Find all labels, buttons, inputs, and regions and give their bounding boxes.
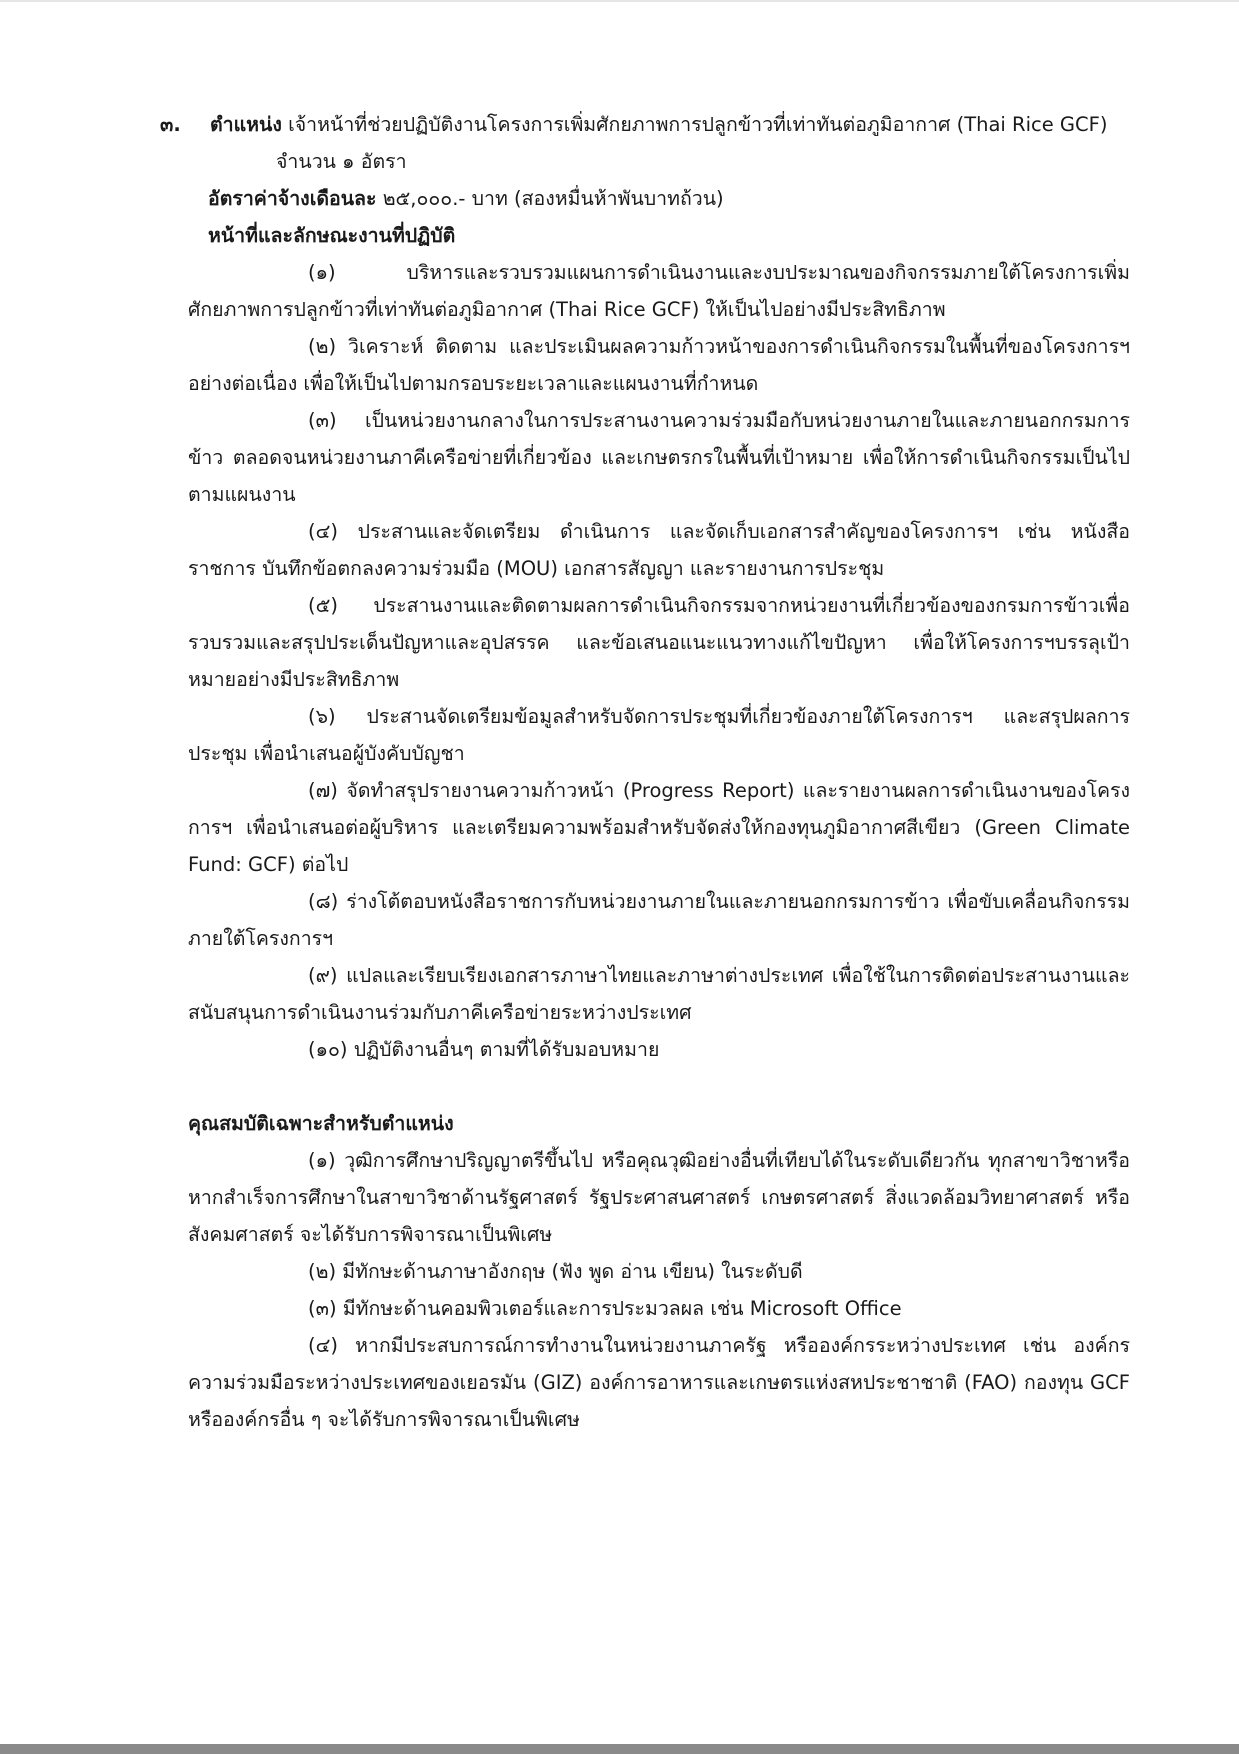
qualifications-heading: คุณสมบัติเฉพาะสำหรับตำแหน่ง [188, 1112, 454, 1135]
position-count-row [160, 143, 1130, 180]
duty-item: (๑๐) ปฏิบัติงานอื่นๆ ตามที่ได้รับมอบหมาย [308, 1038, 660, 1061]
position-number: ๓. [160, 113, 181, 136]
position-label: ตำแหน่ง [210, 113, 282, 136]
document-body [160, 106, 1130, 1438]
scan-bottom-border [0, 1744, 1239, 1754]
duties-section [160, 217, 1130, 254]
salary-row [160, 180, 1130, 217]
qualification-item: (๔) หากมีประสบการณ์การทำงานในหน่วยงานภาครัฐ หรือองค์กรระหว่างประเทศ เช่น องค์กรความร่วมมือระหว่างประเทศของเยอรมัน (GIZ) องค์การอาหารและเกษตรแห่งสหประชาชาติ (FAO) กองทุน GCF หรือองค์กรอื่น ๆ จะได้รับการพิจารณาเป็นพิเศษ [188, 1334, 1130, 1431]
duty-item: (๙) แปลและเรียบเรียงเอกสารภาษาไทยและภาษาต่างประเทศ เพื่อใช้ในการติดต่อประสานงานและสนับสนุนการดำเนินงานร่วมกับภาคีเครือข่ายระหว่างประเทศ [188, 964, 1130, 1024]
qualification-item: (๑) วุฒิการศึกษาปริญญาตรีขึ้นไป หรือคุณวุฒิอย่างอื่นที่เทียบได้ในระดับเดียวกัน ทุกสาขาวิชาหรือหากสำเร็จการศึกษาในสาขาวิชาด้านรัฐศาสตร์ รัฐประศาสนศาสตร์ เกษตรศาสตร์ สิ่งแวดล้อมวิทยาศาสตร์ หรือสังคมศาสตร์ จะได้รับการพิจารณาเป็นพิเศษ [188, 1149, 1130, 1246]
scan-edge [0, 0, 1239, 2]
salary-value: ๒๕,๐๐๐.- บาท (สองหมื่นห้าพันบาทถ้วน) [382, 187, 724, 210]
position-title: เจ้าหน้าที่ช่วยปฏิบัติงานโครงการเพิ่มศักยภาพการปลูกข้าวที่เท่าทันต่อภูมิอากาศ (Thai Rice GCF) [288, 113, 1108, 136]
duty-item: (๘) ร่างโต้ตอบหนังสือราชการกับหน่วยงานภายในและภายนอกกรมการข้าว เพื่อขับเคลื่อนกิจกรรมภายใต้โครงการฯ [188, 890, 1130, 950]
duties-heading: หน้าที่และลักษณะงานที่ปฏิบัติ [208, 224, 456, 247]
duty-item: (๖) ประสานจัดเตรียมข้อมูลสำหรับจัดการประชุมที่เกี่ยวข้องภายใต้โครงการฯ และสรุปผลการประชุม เพื่อนำเสนอผู้บังคับบัญชา [188, 705, 1130, 765]
salary-label: อัตราค่าจ้างเดือนละ [208, 187, 377, 210]
qualification-item: (๓) มีทักษะด้านคอมพิวเตอร์และการประมวลผล เช่น Microsoft Office [308, 1297, 902, 1320]
duty-item: (๕) ประสานงานและติดตามผลการดำเนินกิจกรรมจากหน่วยงานที่เกี่ยวข้องของกรมการข้าวเพื่อรวบรวมและสรุปประเด็นปัญหาและอุปสรรค และข้อเสนอแนะแนวทางแก้ไขปัญหา เพื่อให้โครงการฯบรรลุเป้าหมายอย่างมีประสิทธิภาพ [188, 594, 1130, 691]
duties-list [160, 254, 1130, 1068]
duty-item: (๔) ประสานและจัดเตรียม ดำเนินการ และจัดเก็บเอกสารสำคัญของโครงการฯ เช่น หนังสือราชการ บันทึกข้อตกลงความร่วมมือ (MOU) เอกสารสัญญา และรายงานการประชุม [188, 520, 1130, 580]
duty-item: (๒) วิเคราะห์ ติดตาม และประเมินผลความก้าวหน้าของการดำเนินกิจกรรมในพื้นที่ของโครงการฯ อย่างต่อเนื่อง เพื่อให้เป็นไปตามกรอบระยะเวลาและแผนงานที่กำหนด [188, 335, 1130, 395]
duty-item: (๓) เป็นหน่วยงานกลางในการประสานงานความร่วมมือกับหน่วยงานภายในและภายนอกกรมการข้าว ตลอดจนหน่วยงานภาคีเครือข่ายที่เกี่ยวข้อง และเกษตรกรในพื้นที่เป้าหมาย เพื่อให้การดำเนินกิจกรรมเป็นไปตามแผนงาน [188, 409, 1130, 506]
qualifications-section [160, 1105, 1130, 1438]
duty-item: (๗) จัดทำสรุปรายงานความก้าวหน้า (Progress Report) และรายงานผลการดำเนินงานของโครงการฯ เพื่อนำเสนอต่อผู้บริหาร และเตรียมความพร้อมสำหรับจัดส่งให้กองทุนภูมิอากาศสีเขียว (Green Climate Fund: GCF) ต่อไป [188, 779, 1130, 876]
qualification-item: (๒) มีทักษะด้านภาษาอังกฤษ (ฟัง พูด อ่าน เขียน) ในระดับดี [308, 1260, 803, 1283]
position-heading [160, 106, 1130, 143]
section-spacer [160, 1068, 1130, 1105]
duty-item: (๑) บริหารและรวบรวมแผนการดำเนินงานและงบประมาณของกิจกรรมภายใต้โครงการเพิ่มศักยภาพการปลูกข้าวที่เท่าทันต่อภูมิอากาศ (Thai Rice GCF) ให้เป็นไปอย่างมีประสิทธิภาพ [188, 261, 1130, 321]
position-count: จำนวน ๑ อัตรา [276, 150, 407, 173]
